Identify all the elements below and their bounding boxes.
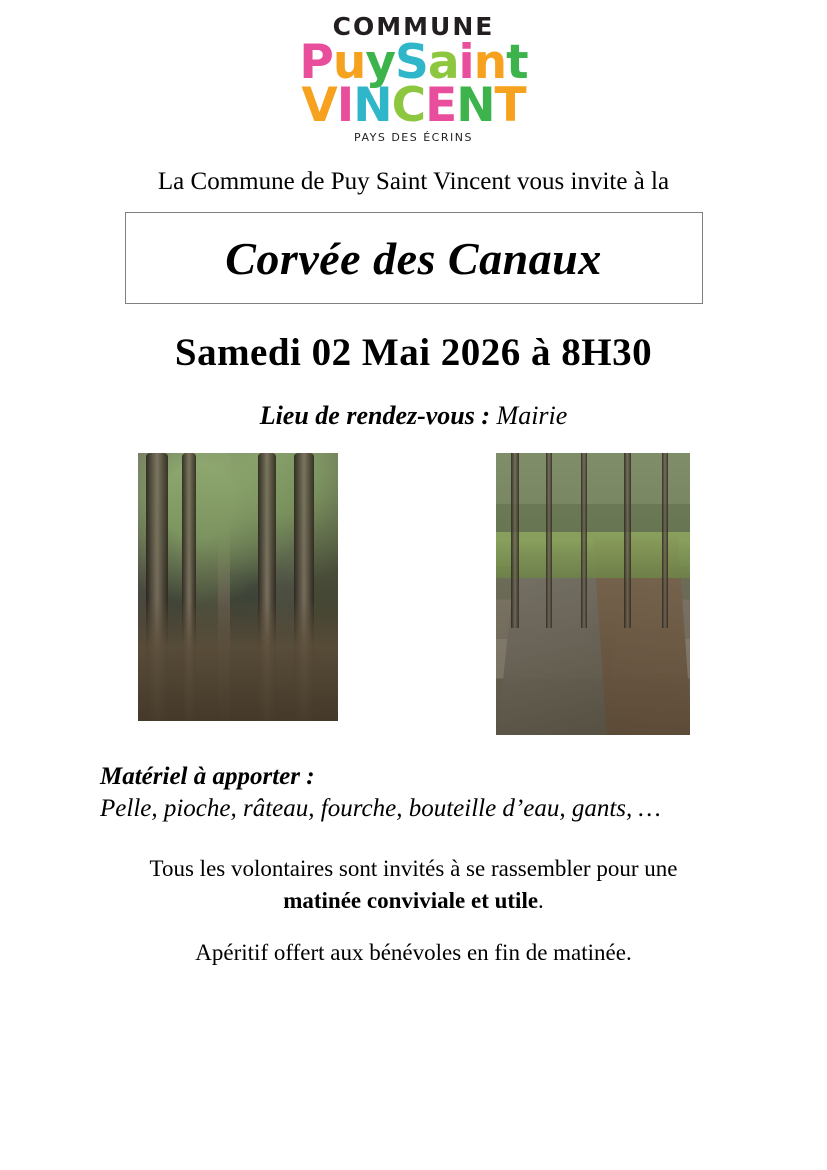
material-list: Pelle, pioche, râteau, fourche, bouteille d’eau, gants, …	[100, 795, 661, 823]
meeting-point-value: Mairie	[496, 401, 568, 431]
material-section	[100, 763, 827, 823]
commune-logo	[0, 0, 827, 144]
meeting-point	[0, 401, 827, 431]
event-date: Samedi 02 Mai 2026 à 8H30	[174, 331, 653, 375]
logo-commune-word: COMMUNE	[332, 12, 495, 41]
logo-word-vincent: VINCENT	[301, 78, 526, 134]
photo-canal-path	[496, 453, 690, 735]
photo-row	[0, 453, 827, 735]
material-title: Matériel à apporter :	[100, 763, 315, 791]
closing-line-1: Tous les volontaires sont invités à se rassembler pour une	[149, 856, 678, 882]
meeting-point-label: Lieu de rendez-vous :	[259, 401, 491, 431]
logo-tagline: PAYS DES ÉCRINS	[354, 131, 473, 145]
closing-highlight: matinée conviviale et utile	[283, 887, 539, 913]
closing-paragraph	[0, 853, 827, 915]
invitation-line: La Commune de Puy Saint Vincent vous invite à la	[157, 168, 670, 196]
title-box	[125, 212, 703, 304]
aperitif-note: Apéritif offert aux bénévoles en fin de matinée.	[195, 939, 632, 965]
photo-forest-stream	[138, 453, 338, 721]
logo-word-puysaint: PuySaint	[299, 35, 528, 90]
page-title: Corvée des Canaux	[225, 232, 602, 284]
closing-period: .	[538, 887, 544, 913]
